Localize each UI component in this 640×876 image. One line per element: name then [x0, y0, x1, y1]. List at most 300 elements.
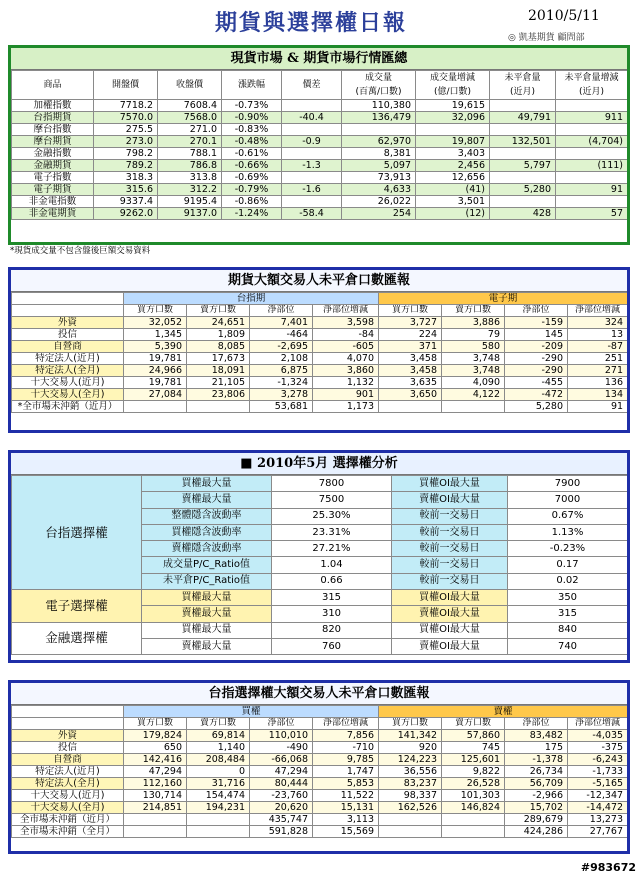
futures_oi-cell: 32,052 [124, 317, 187, 329]
market-row [12, 208, 628, 220]
futures_oi-cell: 324 [568, 317, 628, 329]
futures-oi-table [11, 292, 628, 413]
market-cell: 2,456 [416, 160, 490, 172]
options_oi-trader-label: 全市場未沖銷（全月） [12, 826, 124, 838]
options_oi-cell [187, 814, 250, 826]
options_oi-subheader-cell: 賣方口數 [442, 718, 505, 730]
market-cell: -0.79% [222, 184, 282, 196]
market-cell: (4,704) [556, 136, 628, 148]
options-metric-value: 7500 [272, 492, 392, 508]
options_oi-cell [442, 826, 505, 838]
options-metric-label: 賣權最大量 [142, 606, 272, 622]
options-metric-label: 賣權最大量 [142, 638, 272, 654]
market-cell: (12) [416, 208, 490, 220]
market-cell: 9337.4 [94, 196, 158, 208]
market-cell: 275.5 [94, 124, 158, 136]
options_oi-cell: 289,679 [505, 814, 568, 826]
options-metric-value: 27.21% [272, 541, 392, 557]
options_oi-cell: 15,702 [505, 802, 568, 814]
futures_oi-cell: -87 [568, 341, 628, 353]
market-row [12, 136, 628, 148]
options-metric-label: 整體隱含波動率 [142, 508, 272, 524]
options-metric-value: 25.30% [272, 508, 392, 524]
options_oi-cell: 69,814 [187, 730, 250, 742]
options_oi-cell [379, 826, 442, 838]
options_oi-cell: 31,716 [187, 778, 250, 790]
market-cell: 5,097 [342, 160, 416, 172]
options_oi-row [12, 802, 628, 814]
market-cell [282, 196, 342, 208]
futures_oi-subheader-cell: 淨部位 [250, 305, 313, 317]
market-cell: 19,615 [416, 100, 490, 112]
market-cell [282, 148, 342, 160]
futures_oi-row [12, 389, 628, 401]
options_oi-cell: 179,824 [124, 730, 187, 742]
market-product-name: 摩台期貨 [12, 136, 94, 148]
options_oi-cell: 142,416 [124, 754, 187, 766]
market-cell: -1.24% [222, 208, 282, 220]
futures_oi-subheader-cell: 淨部位增減 [313, 305, 379, 317]
options-oi-group-put: 賣權 [379, 706, 628, 718]
futures_oi-trader-label: 投信 [12, 329, 124, 341]
options_oi-cell: 124,223 [379, 754, 442, 766]
market-row [12, 100, 628, 112]
options_oi-cell: 1,747 [313, 766, 379, 778]
options_oi-cell: 0 [187, 766, 250, 778]
options_oi-cell: 424,286 [505, 826, 568, 838]
options_oi-cell: 83,482 [505, 730, 568, 742]
market-summary-panel [8, 45, 630, 245]
options-metric-label: 較前一交易日 [392, 524, 508, 540]
futures_oi-row [12, 317, 628, 329]
options_oi-row [12, 826, 628, 838]
futures_oi-cell: 1,809 [187, 329, 250, 341]
options_oi-cell: 13,273 [568, 814, 628, 826]
market-product-name: 加權指數 [12, 100, 94, 112]
options_oi-row [12, 730, 628, 742]
options-analysis-panel [8, 450, 630, 663]
options-metric-label: 賣權OI最大量 [392, 638, 508, 654]
futures_oi-cell: 91 [568, 401, 628, 413]
options_oi-cell: 15,569 [313, 826, 379, 838]
options-metric-value: 1.04 [272, 557, 392, 573]
options_oi-subheader-cell: 淨部位增減 [313, 718, 379, 730]
futures_oi-cell: -605 [313, 341, 379, 353]
market-cell: 911 [556, 112, 628, 124]
options-metric-label: 成交量P/C_Ratio值 [142, 557, 272, 573]
options_oi-row [12, 742, 628, 754]
futures_oi-row [12, 365, 628, 377]
options_oi-cell: 47,294 [250, 766, 313, 778]
options_oi-trader-label: 自營商 [12, 754, 124, 766]
options_oi-trader-label: 全市場未沖銷（近月） [12, 814, 124, 826]
options-metric-value: 760 [272, 638, 392, 654]
square-icon: ■ [240, 456, 253, 471]
futures_oi-trader-label: 外資 [12, 317, 124, 329]
options_oi-row [12, 778, 628, 790]
futures_oi-cell: -290 [505, 365, 568, 377]
options_oi-cell: 208,484 [187, 754, 250, 766]
options_oi-cell: -14,472 [568, 802, 628, 814]
options_oi-cell: -23,760 [250, 790, 313, 802]
options_oi-subheader-cell: 淨部位 [505, 718, 568, 730]
options_oi-trader-label: 特定法人(全月) [12, 778, 124, 790]
futures_oi-row [12, 401, 628, 413]
options-oi-table [11, 705, 628, 838]
options-row [12, 476, 628, 492]
futures_oi-cell: 53,681 [250, 401, 313, 413]
market-cell: 91 [556, 184, 628, 196]
market-header-cell: 商品 [12, 71, 94, 100]
options_oi-row [12, 790, 628, 802]
options-metric-label: 買權OI最大量 [392, 622, 508, 638]
market-row [12, 184, 628, 196]
market-cell [490, 100, 556, 112]
options-metric-value: 820 [272, 622, 392, 638]
options_oi-cell: 5,853 [313, 778, 379, 790]
options-metric-label: 賣權隱含波動率 [142, 541, 272, 557]
market-cell: 32,096 [416, 112, 490, 124]
options_oi-cell: 214,851 [124, 802, 187, 814]
market-cell: 5,280 [490, 184, 556, 196]
options_oi-cell: 175 [505, 742, 568, 754]
market-product-name: 電子指數 [12, 172, 94, 184]
options-metric-value: 0.17 [508, 557, 628, 573]
futures_oi-cell: 901 [313, 389, 379, 401]
options_oi-cell: 9,822 [442, 766, 505, 778]
options_oi-cell: 141,342 [379, 730, 442, 742]
market-cell [282, 124, 342, 136]
market-cell: -40.4 [282, 112, 342, 124]
futures_oi-cell: 3,748 [442, 353, 505, 365]
market-row [12, 112, 628, 124]
options_oi-subheader-cell: 淨部位增減 [568, 718, 628, 730]
market-cell: 789.2 [94, 160, 158, 172]
market-cell [416, 124, 490, 136]
market-cell: -0.86% [222, 196, 282, 208]
futures_oi-cell: 4,090 [442, 377, 505, 389]
futures_oi-cell: 4,070 [313, 353, 379, 365]
market-header-cell: 成交量 (百萬/口數) [342, 71, 416, 100]
market-cell: (41) [416, 184, 490, 196]
futures_oi-cell: 251 [568, 353, 628, 365]
options_oi-cell [124, 814, 187, 826]
futures-oi-title: 期貨大額交易人未平倉口數匯報 [11, 270, 627, 292]
market-cell: -0.90% [222, 112, 282, 124]
futures_oi-subheader-cell: 賣方口數 [442, 305, 505, 317]
options-metric-value: -0.23% [508, 541, 628, 557]
market-cell: 3,403 [416, 148, 490, 160]
futures_oi-cell: 3,650 [379, 389, 442, 401]
market-cell: 19,807 [416, 136, 490, 148]
options-metric-value: 315 [508, 606, 628, 622]
page-title: 期貨與選擇權日報 [215, 10, 408, 36]
market-footnote: *現貨成交量不包含盤後巨額交易資料 [10, 246, 151, 256]
market-cell: 270.1 [158, 136, 222, 148]
futures_oi-trader-label: 特定法人(全月) [12, 365, 124, 377]
market-cell: 9137.0 [158, 208, 222, 220]
market-header-cell: 漲跌幅 [222, 71, 282, 100]
market-cell [282, 100, 342, 112]
futures_oi-cell: 1,132 [313, 377, 379, 389]
options_oi-cell: -6,243 [568, 754, 628, 766]
futures_oi-cell: 24,966 [124, 365, 187, 377]
futures_oi-cell: 3,727 [379, 317, 442, 329]
market-cell: 313.8 [158, 172, 222, 184]
options_oi-cell: 26,734 [505, 766, 568, 778]
options-oi-group-call: 買權 [124, 706, 379, 718]
futures_oi-cell: -290 [505, 353, 568, 365]
market-cell [282, 172, 342, 184]
futures_oi-cell: 3,635 [379, 377, 442, 389]
market-cell: 57 [556, 208, 628, 220]
options-product-name: 台指選擇權 [12, 476, 142, 590]
options-metric-label: 買權OI最大量 [392, 476, 508, 492]
options_oi-cell: 435,747 [250, 814, 313, 826]
market-cell: 12,656 [416, 172, 490, 184]
market-cell: 8,381 [342, 148, 416, 160]
futures_oi-cell: 134 [568, 389, 628, 401]
market-cell [490, 172, 556, 184]
futures_oi-cell: 5,280 [505, 401, 568, 413]
market-cell: -0.61% [222, 148, 282, 160]
options-analysis-title [11, 453, 627, 475]
options_oi-trader-label: 外資 [12, 730, 124, 742]
market-cell: -0.73% [222, 100, 282, 112]
market-cell: 5,797 [490, 160, 556, 172]
futures_oi-cell: 5,390 [124, 341, 187, 353]
options_oi-cell: 650 [124, 742, 187, 754]
options-analysis-table [11, 475, 628, 655]
futures_oi-row [12, 329, 628, 341]
futures_oi-subheader-cell: 淨部位 [505, 305, 568, 317]
market-cell: 49,791 [490, 112, 556, 124]
futures_oi-cell: 79 [442, 329, 505, 341]
options-metric-label: 較前一交易日 [392, 508, 508, 524]
options_oi-cell: 27,767 [568, 826, 628, 838]
futures-group-electronics: 電子期 [379, 293, 628, 305]
options-metric-value: 0.66 [272, 573, 392, 589]
market-row [12, 148, 628, 160]
futures_oi-cell: 224 [379, 329, 442, 341]
options_oi-cell: -5,165 [568, 778, 628, 790]
options-metric-label: 賣權OI最大量 [392, 492, 508, 508]
market-cell: 318.3 [94, 172, 158, 184]
futures_oi-cell: 3,458 [379, 353, 442, 365]
market-summary-table [11, 70, 628, 220]
market-cell: 271.0 [158, 124, 222, 136]
futures_oi-cell: 7,401 [250, 317, 313, 329]
futures_oi-cell: -464 [250, 329, 313, 341]
market-cell: 3,501 [416, 196, 490, 208]
futures_oi-cell: 21,105 [187, 377, 250, 389]
market-cell: -0.66% [222, 160, 282, 172]
market-header-cell: 價差 [282, 71, 342, 100]
options_oi-cell: 47,294 [124, 766, 187, 778]
options_oi-cell: 83,237 [379, 778, 442, 790]
options_oi-cell: 80,444 [250, 778, 313, 790]
futures_oi-subheader-cell: 淨部位增減 [568, 305, 628, 317]
company-name: ◎ 凱基期貨 顧問部 [508, 33, 585, 43]
market-cell [490, 148, 556, 160]
options-metric-label: 較前一交易日 [392, 573, 508, 589]
futures_oi-cell: 17,673 [187, 353, 250, 365]
options_oi-cell: 146,824 [442, 802, 505, 814]
market-cell [342, 124, 416, 136]
options_oi-cell: -1,378 [505, 754, 568, 766]
futures_oi-cell: 18,091 [187, 365, 250, 377]
options_oi-trader-label: 十大交易人(全月) [12, 802, 124, 814]
options_oi-cell: -12,347 [568, 790, 628, 802]
market-cell: -0.69% [222, 172, 282, 184]
market-cell: 7570.0 [94, 112, 158, 124]
futures_oi-cell: 1,345 [124, 329, 187, 341]
options_oi-cell: 110,010 [250, 730, 313, 742]
market-product-name: 電子期貨 [12, 184, 94, 196]
options-metric-value: 7000 [508, 492, 628, 508]
market-cell: 4,633 [342, 184, 416, 196]
options_oi-cell: 162,526 [379, 802, 442, 814]
market-cell: 136,479 [342, 112, 416, 124]
options_oi-cell: -1,733 [568, 766, 628, 778]
options_oi-cell: 11,522 [313, 790, 379, 802]
options_oi-cell: 125,601 [442, 754, 505, 766]
options_oi-cell [187, 826, 250, 838]
options_oi-cell: -490 [250, 742, 313, 754]
options_oi-cell: 591,828 [250, 826, 313, 838]
futures_oi-trader-label: 十大交易人(近月) [12, 377, 124, 389]
options-oi-panel [8, 680, 630, 854]
options-metric-label: 買權隱含波動率 [142, 524, 272, 540]
market-cell: 786.8 [158, 160, 222, 172]
futures_oi-cell: 1,173 [313, 401, 379, 413]
options-oi-title: 台指選擇權大額交易人未平倉口數匯報 [11, 683, 627, 705]
market-row [12, 172, 628, 184]
market-cell: -0.48% [222, 136, 282, 148]
options_oi-cell: -375 [568, 742, 628, 754]
market-cell: 312.2 [158, 184, 222, 196]
futures-oi-panel [8, 267, 630, 433]
market-product-name: 台指期貨 [12, 112, 94, 124]
options_oi-trader-label: 特定法人(近月) [12, 766, 124, 778]
futures_oi-cell: 8,085 [187, 341, 250, 353]
futures_oi-cell: 271 [568, 365, 628, 377]
futures_oi-row [12, 377, 628, 389]
market-cell [490, 196, 556, 208]
market-header-cell: 未平倉量 (近月) [490, 71, 556, 100]
futures_oi-cell: 13 [568, 329, 628, 341]
market-cell: -58.4 [282, 208, 342, 220]
options_oi-row [12, 814, 628, 826]
futures_oi-cell: -472 [505, 389, 568, 401]
options-metric-value: 350 [508, 590, 628, 606]
market-product-name: 金融期貨 [12, 160, 94, 172]
market-cell: -1.3 [282, 160, 342, 172]
market-row [12, 160, 628, 172]
market-cell [556, 100, 628, 112]
options_oi-cell: 745 [442, 742, 505, 754]
futures_oi-row [12, 353, 628, 365]
futures-group-taiex: 台指期 [124, 293, 379, 305]
market-cell [556, 196, 628, 208]
options-row [12, 622, 628, 638]
market-header-cell: 收盤價 [158, 71, 222, 100]
futures_oi-cell [187, 401, 250, 413]
market-header-cell: 成交量增減 (億/口數) [416, 71, 490, 100]
options_oi-cell: 101,303 [442, 790, 505, 802]
options_oi-cell: 36,556 [379, 766, 442, 778]
options-metric-label: 買權最大量 [142, 622, 272, 638]
futures_oi-cell: 2,108 [250, 353, 313, 365]
futures_oi-cell: 24,651 [187, 317, 250, 329]
options_oi-cell: 57,860 [442, 730, 505, 742]
options_oi-cell: 130,714 [124, 790, 187, 802]
futures-group-row [12, 293, 628, 305]
options_oi-cell: 920 [379, 742, 442, 754]
futures_oi-cell [379, 401, 442, 413]
futures_oi-cell: -455 [505, 377, 568, 389]
market-cell: 132,501 [490, 136, 556, 148]
options_oi-subheader-row [12, 718, 628, 730]
futures_oi-subheader-cell: 買方口數 [379, 305, 442, 317]
options-metric-value: 0.02 [508, 573, 628, 589]
options_oi-cell: -2,966 [505, 790, 568, 802]
futures_oi-subheader-row [12, 305, 628, 317]
options-metric-label: 買權OI最大量 [392, 590, 508, 606]
futures_oi-cell: 145 [505, 329, 568, 341]
options-metric-value: 7800 [272, 476, 392, 492]
market-cell: 428 [490, 208, 556, 220]
market-product-name: 非金電期貨 [12, 208, 94, 220]
options_oi-cell [124, 826, 187, 838]
options-metric-value: 0.67% [508, 508, 628, 524]
market-header-cell: 未平倉量增減 (近月) [556, 71, 628, 100]
market-cell: 798.2 [94, 148, 158, 160]
options_oi-trader-label: 十大交易人(近月) [12, 790, 124, 802]
futures_oi-cell: 19,781 [124, 377, 187, 389]
market-cell: -0.9 [282, 136, 342, 148]
options_oi-trader-label: 投信 [12, 742, 124, 754]
options-metric-value: 310 [272, 606, 392, 622]
market-product-name: 摩台指數 [12, 124, 94, 136]
market-cell: -1.6 [282, 184, 342, 196]
futures_oi-subheader-cell: 買方口數 [124, 305, 187, 317]
market-cell: 73,913 [342, 172, 416, 184]
options-metric-value: 315 [272, 590, 392, 606]
options-product-name: 電子選擇權 [12, 590, 142, 623]
market-cell [556, 124, 628, 136]
market-cell [490, 124, 556, 136]
market-cell: 7608.4 [158, 100, 222, 112]
market-cell: 110,380 [342, 100, 416, 112]
options_oi-subheader-cell: 淨部位 [250, 718, 313, 730]
market-product-name: 金融指數 [12, 148, 94, 160]
futures_oi-cell: -159 [505, 317, 568, 329]
futures_oi-cell: 19,781 [124, 353, 187, 365]
market-cell: 315.6 [94, 184, 158, 196]
options_oi-cell [379, 814, 442, 826]
futures_oi-cell: 23,806 [187, 389, 250, 401]
options_oi-cell: -66,068 [250, 754, 313, 766]
market-cell: 9262.0 [94, 208, 158, 220]
options_oi-row [12, 754, 628, 766]
futures_oi-cell: 580 [442, 341, 505, 353]
futures_oi-cell: -1,324 [250, 377, 313, 389]
options_oi-subheader-cell: 買方口數 [124, 718, 187, 730]
market-header-row [12, 71, 628, 100]
options_oi-cell: 20,620 [250, 802, 313, 814]
options-metric-label: 賣權OI最大量 [392, 606, 508, 622]
